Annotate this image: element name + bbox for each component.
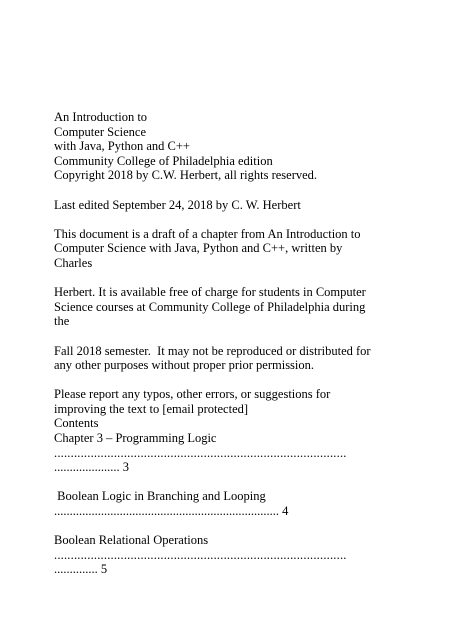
title-line-3: with Java, Python and C++ [54, 139, 190, 154]
toc-page-number: .............. 5 [54, 562, 108, 577]
toc-entry-title: Boolean Relational Operations [54, 533, 209, 548]
toc-entry-title: Boolean Logic in Branching and Looping [54, 489, 266, 504]
edition-line: Community College of Philadelphia edition [54, 153, 273, 168]
contents-heading-text: Contents [54, 416, 99, 431]
draft-notice-line-3: Charles [54, 255, 93, 270]
toc-entry-relational-operations[interactable] [54, 533, 399, 577]
draft-notice-line-1: This document is a draft of a chapter from An Introduction to [54, 226, 361, 241]
toc-leader-dots: ........................................................................................ [54, 547, 347, 562]
last-edited [54, 198, 399, 213]
free-notice-line-1: Herbert. It is available free of charge for students in Computer [54, 285, 366, 300]
semester-notice-line-1: Fall 2018 semester. It may not be reproduced or distributed for [54, 343, 371, 358]
title-line-1: An Introduction to [54, 110, 148, 124]
toc-entry-boolean-logic[interactable] [54, 489, 399, 518]
title-line-2: Computer Science [54, 124, 146, 139]
free-notice-line-3: the [54, 314, 70, 329]
last-edited-text: Last edited September 24, 2018 by C. W. Herbert [54, 197, 301, 212]
report-notice-line-1: Please report any typos, other errors, or suggestions for [54, 387, 331, 402]
report-notice [54, 387, 399, 416]
toc-entry-chapter-3[interactable] [54, 431, 399, 475]
document-page [54, 110, 399, 592]
toc-entry-title: Chapter 3 – Programming Logic [54, 431, 217, 446]
free-notice [54, 285, 399, 329]
contents-heading [54, 416, 399, 431]
copyright-line: Copyright 2018 by C.W. Herbert, all rights reserved. [54, 168, 318, 183]
report-notice-line-2: improving the text to [email protected] [54, 401, 249, 416]
title-block [54, 110, 399, 183]
free-notice-line-2: Science courses at Community College of Philadelphia during [54, 299, 366, 314]
toc-page-number: ..................... 3 [54, 460, 129, 475]
toc-leader-dots: ........................................................................................ [54, 445, 347, 460]
draft-notice-line-2: Computer Science with Java, Python and C++, written by [54, 241, 343, 256]
semester-notice [54, 344, 399, 373]
toc-page-number: ........................................................................ 4 [54, 504, 289, 519]
draft-notice [54, 227, 399, 271]
semester-notice-line-2: any other purposes without proper prior permission. [54, 358, 315, 373]
